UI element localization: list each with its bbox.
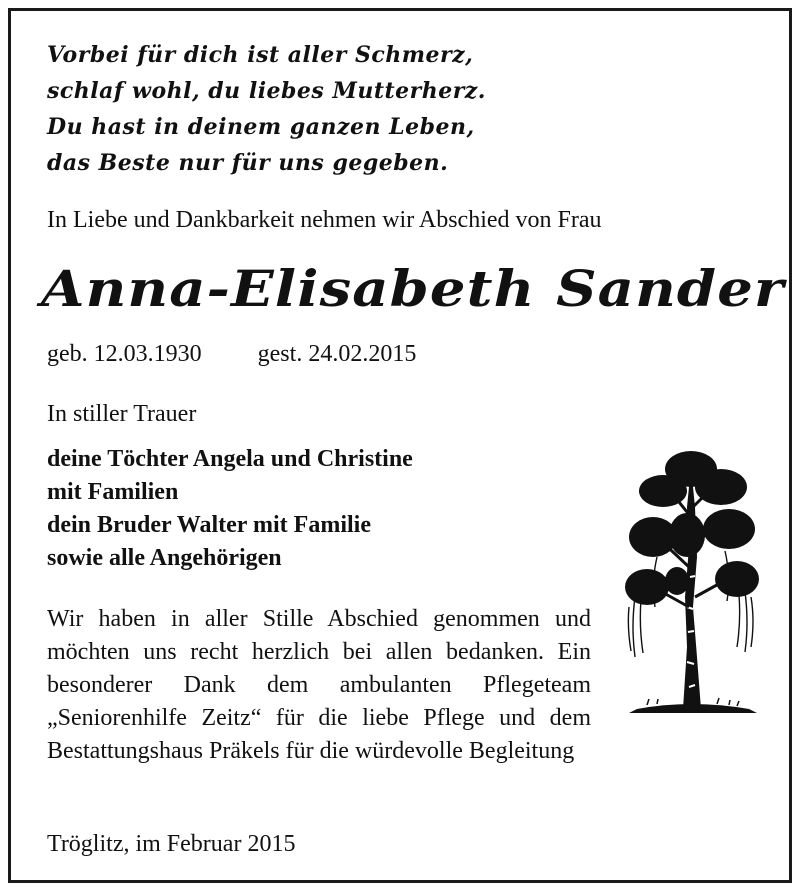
poem-line: schlaf wohl, du liebes Mutterherz. bbox=[47, 78, 486, 104]
poem-line: Vorbei für dich ist aller Schmerz, bbox=[47, 42, 474, 68]
mourner-line: mit Familien bbox=[47, 479, 179, 505]
mourning-label: In stiller Trauer bbox=[47, 401, 197, 427]
obituary-frame bbox=[8, 8, 792, 883]
mourners-list bbox=[47, 443, 413, 575]
deceased-name: Anna-Elisabeth Sander bbox=[41, 259, 785, 318]
place-date: Tröglitz, im Februar 2015 bbox=[47, 831, 296, 857]
poem-line: Du hast in deinem ganzen Leben, bbox=[47, 114, 475, 140]
birch-tree-icon bbox=[617, 447, 765, 717]
death-date: gest. 24.02.2015 bbox=[257, 341, 417, 367]
mourner-line: dein Bruder Walter mit Familie bbox=[47, 512, 371, 538]
intro-text: In Liebe und Dankbarkeit nehmen wir Abschied von Frau bbox=[47, 207, 602, 233]
birth-date: geb. 12.03.1930 bbox=[47, 341, 202, 367]
mourner-line: deine Töchter Angela und Christine bbox=[47, 446, 413, 472]
thanks-paragraph: Wir haben in aller Stille Abschied genommen und möchten uns recht herzlich bei allen bedanken. Ein besonderer Dank dem ambulanten Pflegeteam „Seniorenhilfe Zeitz“ für die liebe Pflege und dem Bestattungshaus Präkels für die würdevolle Begleitung bbox=[47, 606, 591, 764]
poem bbox=[47, 37, 607, 181]
life-dates bbox=[47, 341, 416, 368]
mourner-line: sowie alle Angehörigen bbox=[47, 545, 282, 571]
poem-line: das Beste nur für uns gegeben. bbox=[47, 150, 449, 176]
